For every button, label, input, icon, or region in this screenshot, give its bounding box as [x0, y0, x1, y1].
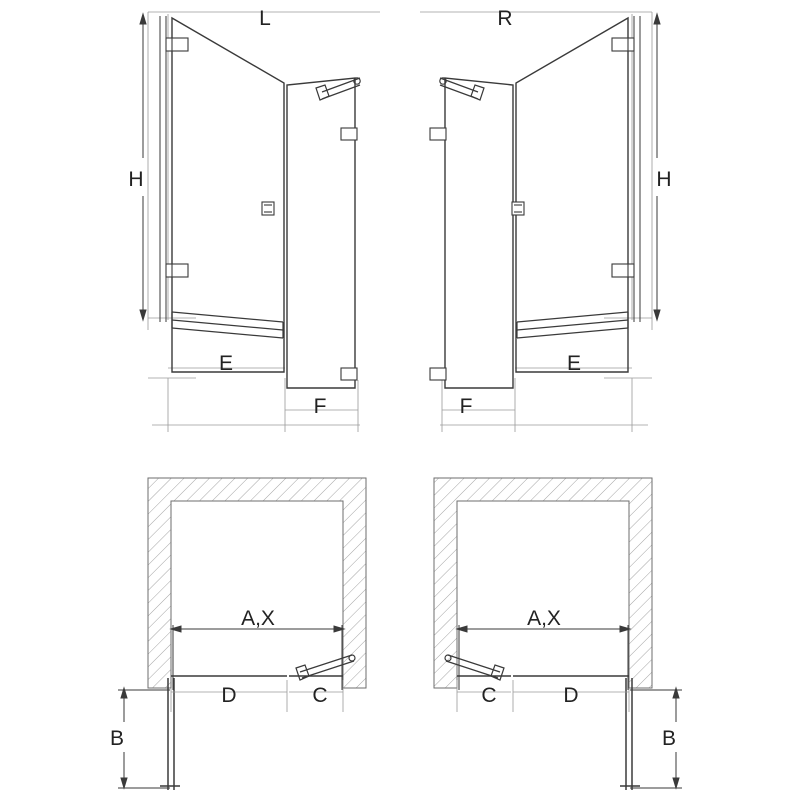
- label-height-right: H: [656, 168, 672, 191]
- label-door-panel-right: E: [566, 352, 582, 375]
- elevation-left-view: [128, 7, 380, 432]
- glass-panels-right: [445, 18, 628, 388]
- plan-right-view: [434, 478, 682, 790]
- label-door-width-right: D: [563, 684, 579, 707]
- wall-profile-right: [634, 16, 640, 322]
- label-height-left: H: [128, 168, 144, 191]
- overall-width-dimension-right: [457, 625, 630, 690]
- dimension-lines-right: [420, 12, 652, 432]
- wall-profile-left: [160, 16, 166, 322]
- wall-hatch-right: [434, 478, 652, 688]
- overall-width-dimension-left: [171, 625, 344, 690]
- label-door-width-left: D: [221, 684, 237, 707]
- glass-clamp-upper-right: [430, 128, 446, 140]
- glass-clamp-lower-left: [341, 368, 357, 380]
- label-door-panel-left: E: [218, 352, 234, 375]
- depth-dimension-left: [118, 688, 170, 788]
- bottom-seal-right: [517, 312, 628, 338]
- elevation-right-view: [420, 7, 672, 432]
- label-overall-width-left: A,X: [241, 607, 275, 630]
- door-handle-left: [262, 202, 274, 215]
- label-fixed-panel-right: F: [459, 395, 473, 418]
- bottom-seal-left: [172, 312, 283, 338]
- hinge-upper-right: [612, 38, 634, 51]
- label-hand-right: R: [497, 7, 513, 30]
- hinge-lower-left: [166, 264, 188, 277]
- hinge-lower-right: [612, 264, 634, 277]
- wall-hatch-left: [148, 478, 366, 688]
- height-dimension-right: [654, 14, 660, 320]
- label-depth-right: B: [661, 727, 677, 750]
- label-fixed-panel-left: F: [313, 395, 327, 418]
- hinge-upper-left: [166, 38, 188, 51]
- label-fixed-width-right: C: [481, 684, 497, 707]
- label-depth-left: B: [109, 727, 125, 750]
- label-hand-left: L: [259, 7, 271, 30]
- height-dimension-left: [140, 14, 146, 320]
- label-overall-width-right: A,X: [527, 607, 561, 630]
- glass-clamp-upper-left: [341, 128, 357, 140]
- glass-clamp-lower-right: [430, 368, 446, 380]
- door-handle-right: [512, 202, 524, 215]
- label-fixed-width-left: C: [312, 684, 328, 707]
- plan-left-view: [110, 478, 366, 790]
